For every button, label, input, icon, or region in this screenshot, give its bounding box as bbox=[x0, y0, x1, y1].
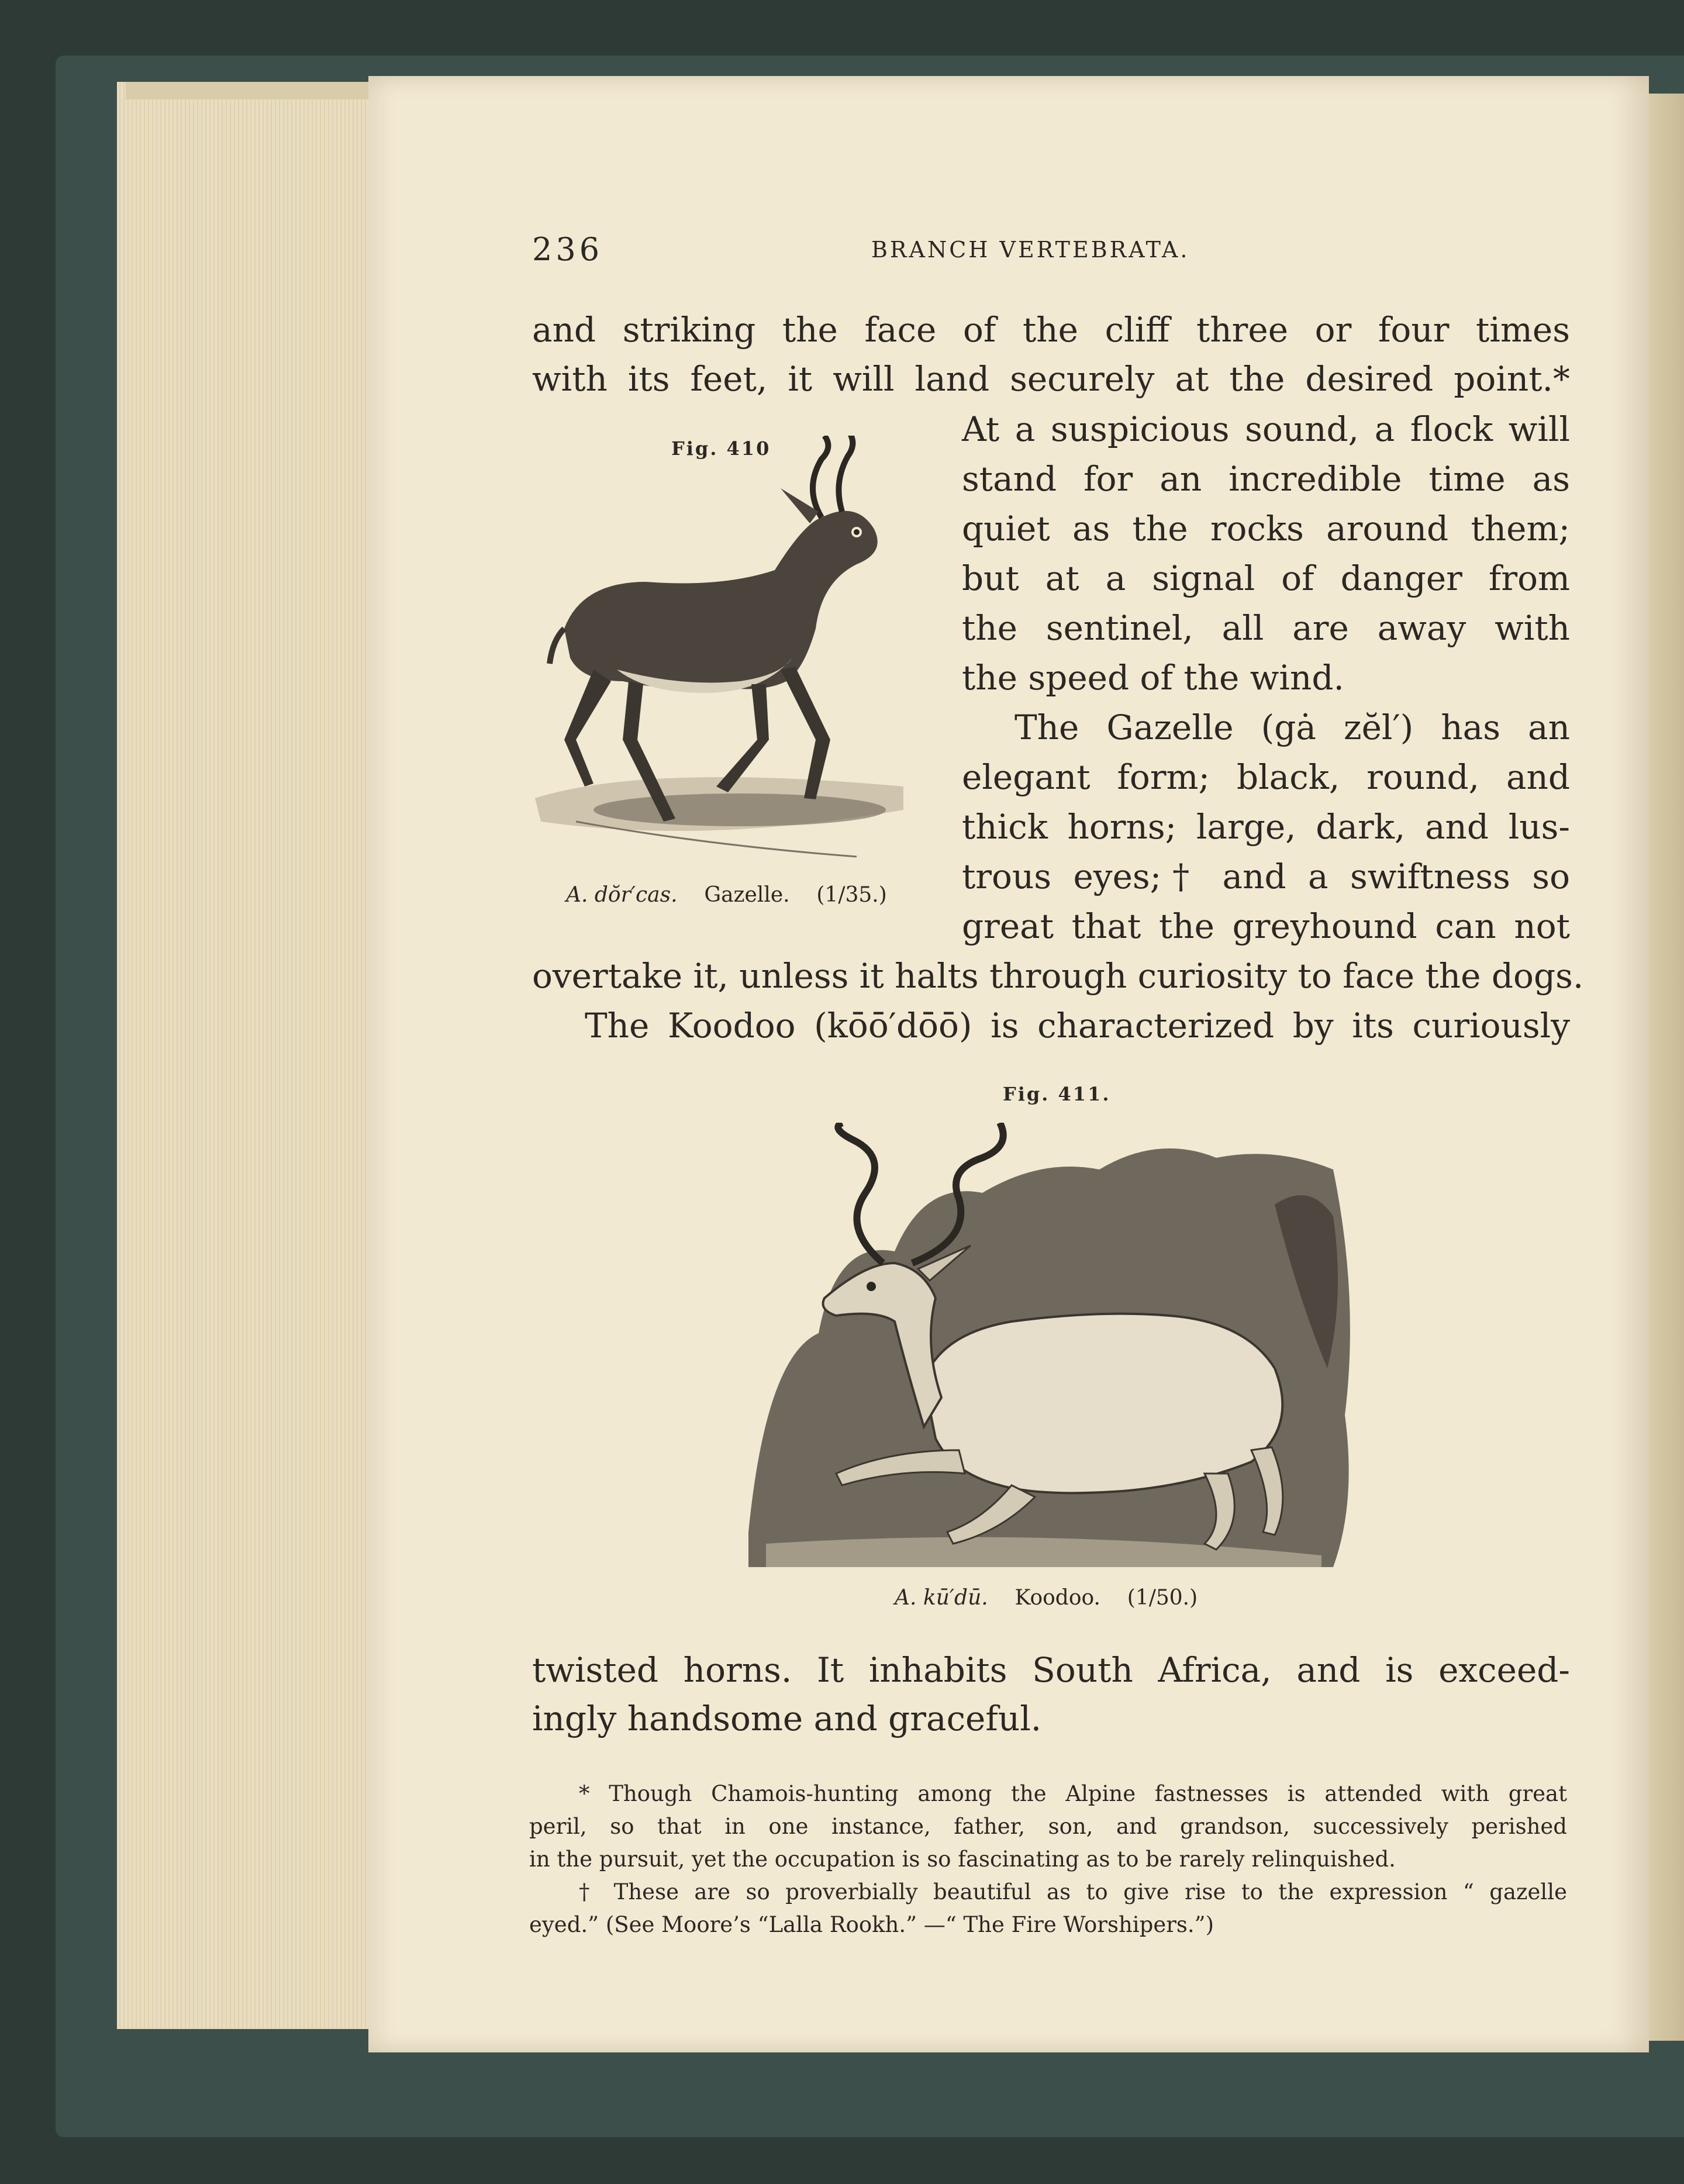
footnote-line: eyed.” (See Moore’s “Lalla Rookh.” —“ The Fire Worshipers.”) bbox=[529, 1912, 1214, 1937]
figure-410-caption bbox=[566, 883, 887, 907]
footnote-line: † These are so proverbially beautiful as to give rise to the expression “ gazelle bbox=[579, 1879, 1567, 1904]
body-line: The Gazelle (gȧ zĕl′) has an bbox=[1014, 708, 1570, 747]
body-line: quiet as the rocks around them; bbox=[962, 509, 1570, 548]
page-edges-top bbox=[126, 82, 368, 99]
figure-410-label: Fig. 410 bbox=[671, 437, 771, 460]
page-number: 236 bbox=[532, 231, 603, 268]
figure-411-caption bbox=[895, 1586, 1198, 1610]
body-line: overtake it, unless it halts through curiosity to face the dogs. bbox=[532, 956, 1584, 996]
body-line: The Koodoo (kōō′dōō) is characterized by its curiously bbox=[585, 1006, 1570, 1046]
footnote-line: peril, so that in one instance, father, son, and grandson, successively perished bbox=[529, 1814, 1567, 1839]
figure-411-common-name: Koodoo. bbox=[1014, 1586, 1100, 1610]
footnote-line: * Though Chamois-hunting among the Alpine fastnesses is attended with great bbox=[579, 1781, 1567, 1806]
body-line: twisted horns. It inhabits South Africa, and is exceed- bbox=[532, 1650, 1570, 1690]
body-line: and striking the face of the cliff three or four times bbox=[532, 310, 1570, 350]
gazelle-illustration bbox=[529, 436, 927, 868]
running-head: BRANCH VERTEBRATA. bbox=[871, 237, 1190, 263]
body-line: the sentinel, all are away with bbox=[962, 608, 1570, 648]
facing-page-edge bbox=[1649, 94, 1684, 2041]
body-line: elegant form; black, round, and bbox=[962, 757, 1570, 797]
body-line: At a suspicious sound, a flock will bbox=[962, 409, 1570, 449]
page-header bbox=[532, 231, 1567, 272]
figure-411-species: A. kū′dū. bbox=[895, 1586, 988, 1610]
body-line: with its feet, it will land securely at the desired point.* bbox=[532, 359, 1570, 399]
figure-410-scale: (1/35.) bbox=[816, 883, 887, 907]
body-line: great that the greyhound can not bbox=[962, 906, 1570, 946]
body-line: but at a signal of danger from bbox=[962, 558, 1570, 598]
body-line: thick horns; large, dark, and lus- bbox=[962, 807, 1570, 847]
figure-410-species: A. dŏr′cas. bbox=[566, 883, 678, 907]
body-line: the speed of the wind. bbox=[962, 658, 1344, 698]
figure-411-label: Fig. 411. bbox=[1003, 1083, 1111, 1105]
koodoo-illustration bbox=[748, 1123, 1359, 1590]
body-line: ingly handsome and graceful. bbox=[532, 1699, 1042, 1738]
body-line: trous eyes;† and a swiftness so bbox=[962, 857, 1570, 896]
figure-410-common-name: Gazelle. bbox=[704, 883, 790, 907]
page-edges-stack bbox=[117, 82, 370, 2029]
body-line: stand for an incredible time as bbox=[962, 459, 1570, 499]
footnote-line: in the pursuit, yet the occupation is so fascinating as to be rarely relinquished. bbox=[529, 1847, 1396, 1872]
figure-411-scale: (1/50.) bbox=[1127, 1586, 1198, 1610]
